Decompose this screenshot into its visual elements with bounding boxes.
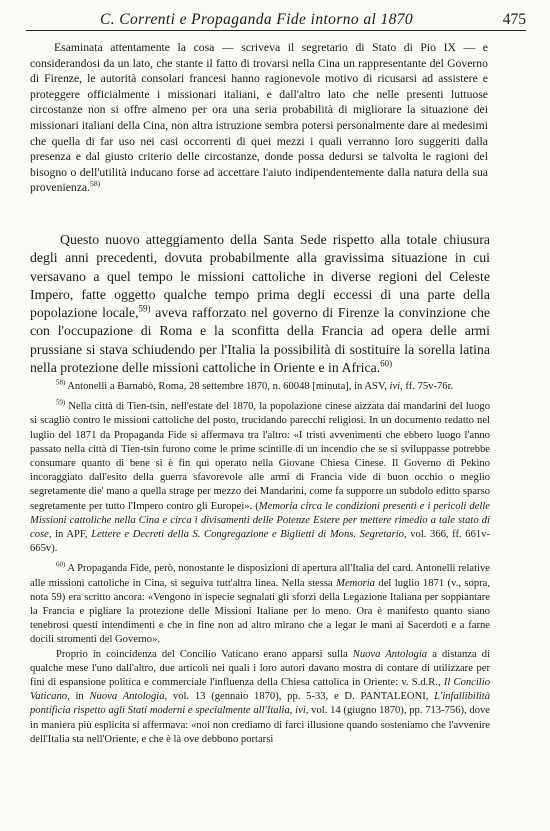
- footnote-text: , ff. 75v-76r.: [400, 381, 454, 392]
- footnote-text: Proprio in coincidenza del Concilio Vaticano erano apparsi sulla: [56, 648, 353, 660]
- block-quote: [30, 40, 488, 196]
- footnote-ref-60[interactable]: 60): [380, 358, 393, 369]
- footnote-mark: 59): [56, 399, 66, 407]
- footnote-italic: Memoria circa le condizioni presenti e i pericoli delle Missioni cattoliche nella Cina e circa i divisamenti delle Potenze Estere per mettere rimedio a tale stato di cose: [30, 500, 490, 541]
- footnote-text: del luglio 1871 (v., sopra, nota 59) era scritto ancora: «Vengono in ispecie segnalati gli sforzi della Legazione Italiana per soppiantare la Francia e pigliare la protezione delle Missioni Italiane per lo meno. Ora è manifesto quanto siano tenebrosi questi intendimenti e che in fine non ad altro mirano che a legar le mani ai Sacerdoti e a farne docili stromenti del Governo».: [30, 577, 490, 646]
- footnote-text: , in: [67, 691, 90, 703]
- footnote-text: Nella città di Tien-tsin, nell'estate del 1870, la popolazione cinese aizzata dai mandarini del luogo si scagliò contro le missioni cattoliche del posto, trucidando parecchi religiosi. In un documento redatto nel luglio del 1871 da Propaganda Fide si affermava tra l'altro: «I tristi avvenimenti che ebbero luogo l'anno passato nella città di Tien-tsin furono come le prime scintille di un incendio che se si sviluppasse potrebbe consumare quanto di bene si è fin qui operato nella Giovane Chiesa Cinese. Il Governo di Pekino incoraggiato dall'esito della guerra sfavorevole alle armi di Francia vide di buon occhio o meglio segretamente die' mano a quella strage per mezzo dei Mandarini, come fa supporre un subdolo editto sparso segretamente per tutto l'Impero contro gli Europei». (: [30, 401, 490, 512]
- footnote-text: , in APF,: [48, 529, 92, 541]
- footnote-text: , vol. 366, ff. 661v-665v).: [30, 529, 490, 555]
- footnote-59: [30, 400, 490, 556]
- footnotes: [30, 380, 490, 753]
- main-text: [30, 231, 490, 377]
- footnote-italic: ivi: [389, 381, 401, 392]
- footnote-italic: Memoria: [336, 577, 375, 589]
- footnote-60-continuation: [30, 648, 490, 747]
- running-title: C. Correnti e Propaganda Fide intorno al 1870: [100, 11, 414, 28]
- body-paragraph: [30, 231, 490, 377]
- body-text-2: aveva rafforzato nel governo di Firenze la convinzione che con l'occupazione di Roma e la sconfitta della Francia ad opera delle armi prussiane si stava schiudendo per l'Italia la possibilità di sostituire la sorella latina nella protezione delle missioni cattoliche in Oriente e in Africa.: [30, 305, 491, 376]
- footnote-ref-58[interactable]: 58): [90, 179, 101, 189]
- quote-text: Esaminata attentamente la cosa — scriveva il segretario di Stato di Pio IX — e considerandosi da un lato, che stante il fatto di trovarsi nella Cina un rappresentante del Governo di Firenze, le autorità consolari francesi hanno ragionevole motivo di ricusarsi ad assistere e proteggere officialmente i missionari italiani, e dall'altro lato che nelle presenti luttuose circostanze non si offre almeno per ora una seria probabilità di migliorare la situazione dei missionari italiani della Cina, non altra istruzione sembra potersi personalmente dare ai medesimi che quella di far uso nei casi occorrenti di quei mezzi i quali verranno loro suggeriti dalla presenza e dal giusto criterio delle circostanze, donde possa dedursi se talvolta le ragioni del bisogno o dell'utilità inducano forse ad accettare l'aiuto indipendentemente dalla natura della sua provenienza.: [30, 41, 488, 195]
- footnote-italic: Lettere e Decreti della S. Congregazione e Biglietti di Mons. Segretario: [91, 529, 404, 541]
- footnote-italic: ivi: [295, 705, 306, 717]
- footnote-text: ,: [289, 705, 296, 717]
- footnote-mark: 58): [56, 379, 66, 387]
- footnote-mark: 60): [56, 561, 66, 569]
- footnote-italic: L'infallibilità pontificia rispetto agli Stati moderni e specialmente all'Italia: [30, 691, 490, 717]
- footnote-italic: Nuova Antologia: [89, 691, 165, 703]
- footnote-text: A Propaganda Fide, però, nonostante le disposizioni di apertura all'Italia del card. Antonelli relative alle missioni cattoliche in Cina, si seguiva tutt'altra linea. Nella stessa: [30, 563, 490, 589]
- body-text-1: Questo nuovo atteggiamento della Santa Sede rispetto alla totale chiusura degli anni precedenti, dovuta probabilmente alla gravissima situazione in cui versavano a quel tempo le missioni cattoliche in diverse regioni del Celeste Impero, fatte oggetto qualche tempo prima degli eccessi di una parte della popolazione locale,: [30, 232, 490, 321]
- page-number: 475: [502, 11, 526, 28]
- footnote-58: [30, 380, 490, 394]
- footnote-text: , vol. 13 (gennaio 1870), pp. 5-33, e D. PANTALEONI,: [164, 691, 435, 703]
- footnote-text: Antonelli a Barnabò, Roma, 28 settembre 1870, n. 60048 [minuta], in ASV,: [65, 381, 390, 392]
- page-header: [26, 8, 526, 31]
- footnote-text: , vol. 14 (giugno 1870), pp. 713-756), dove in maniera più esplicita si affermava: «noi non crediamo di farci illusione quando sosteniamo che l'avvenire dell'Italia sta nell'Oriente, e che è là ove debbono portarsi: [30, 705, 491, 745]
- footnote-text: a distanza di qualche mese l'uno dall'altro, due articoli nei quali i loro autori davano mostra di contare di utilizzare per fini di espansione politica e commerciale l'influenza della Chiesa cattolica in Oriente: v. S.d.R.,: [30, 648, 491, 689]
- quote-paragraph: [30, 40, 488, 196]
- footnote-italic: Nuova Antologia: [352, 648, 428, 660]
- footnote-ref-59[interactable]: 59): [138, 303, 151, 314]
- footnote-italic: Il Concilio Vaticano: [30, 677, 490, 703]
- footnote-60: [30, 562, 490, 647]
